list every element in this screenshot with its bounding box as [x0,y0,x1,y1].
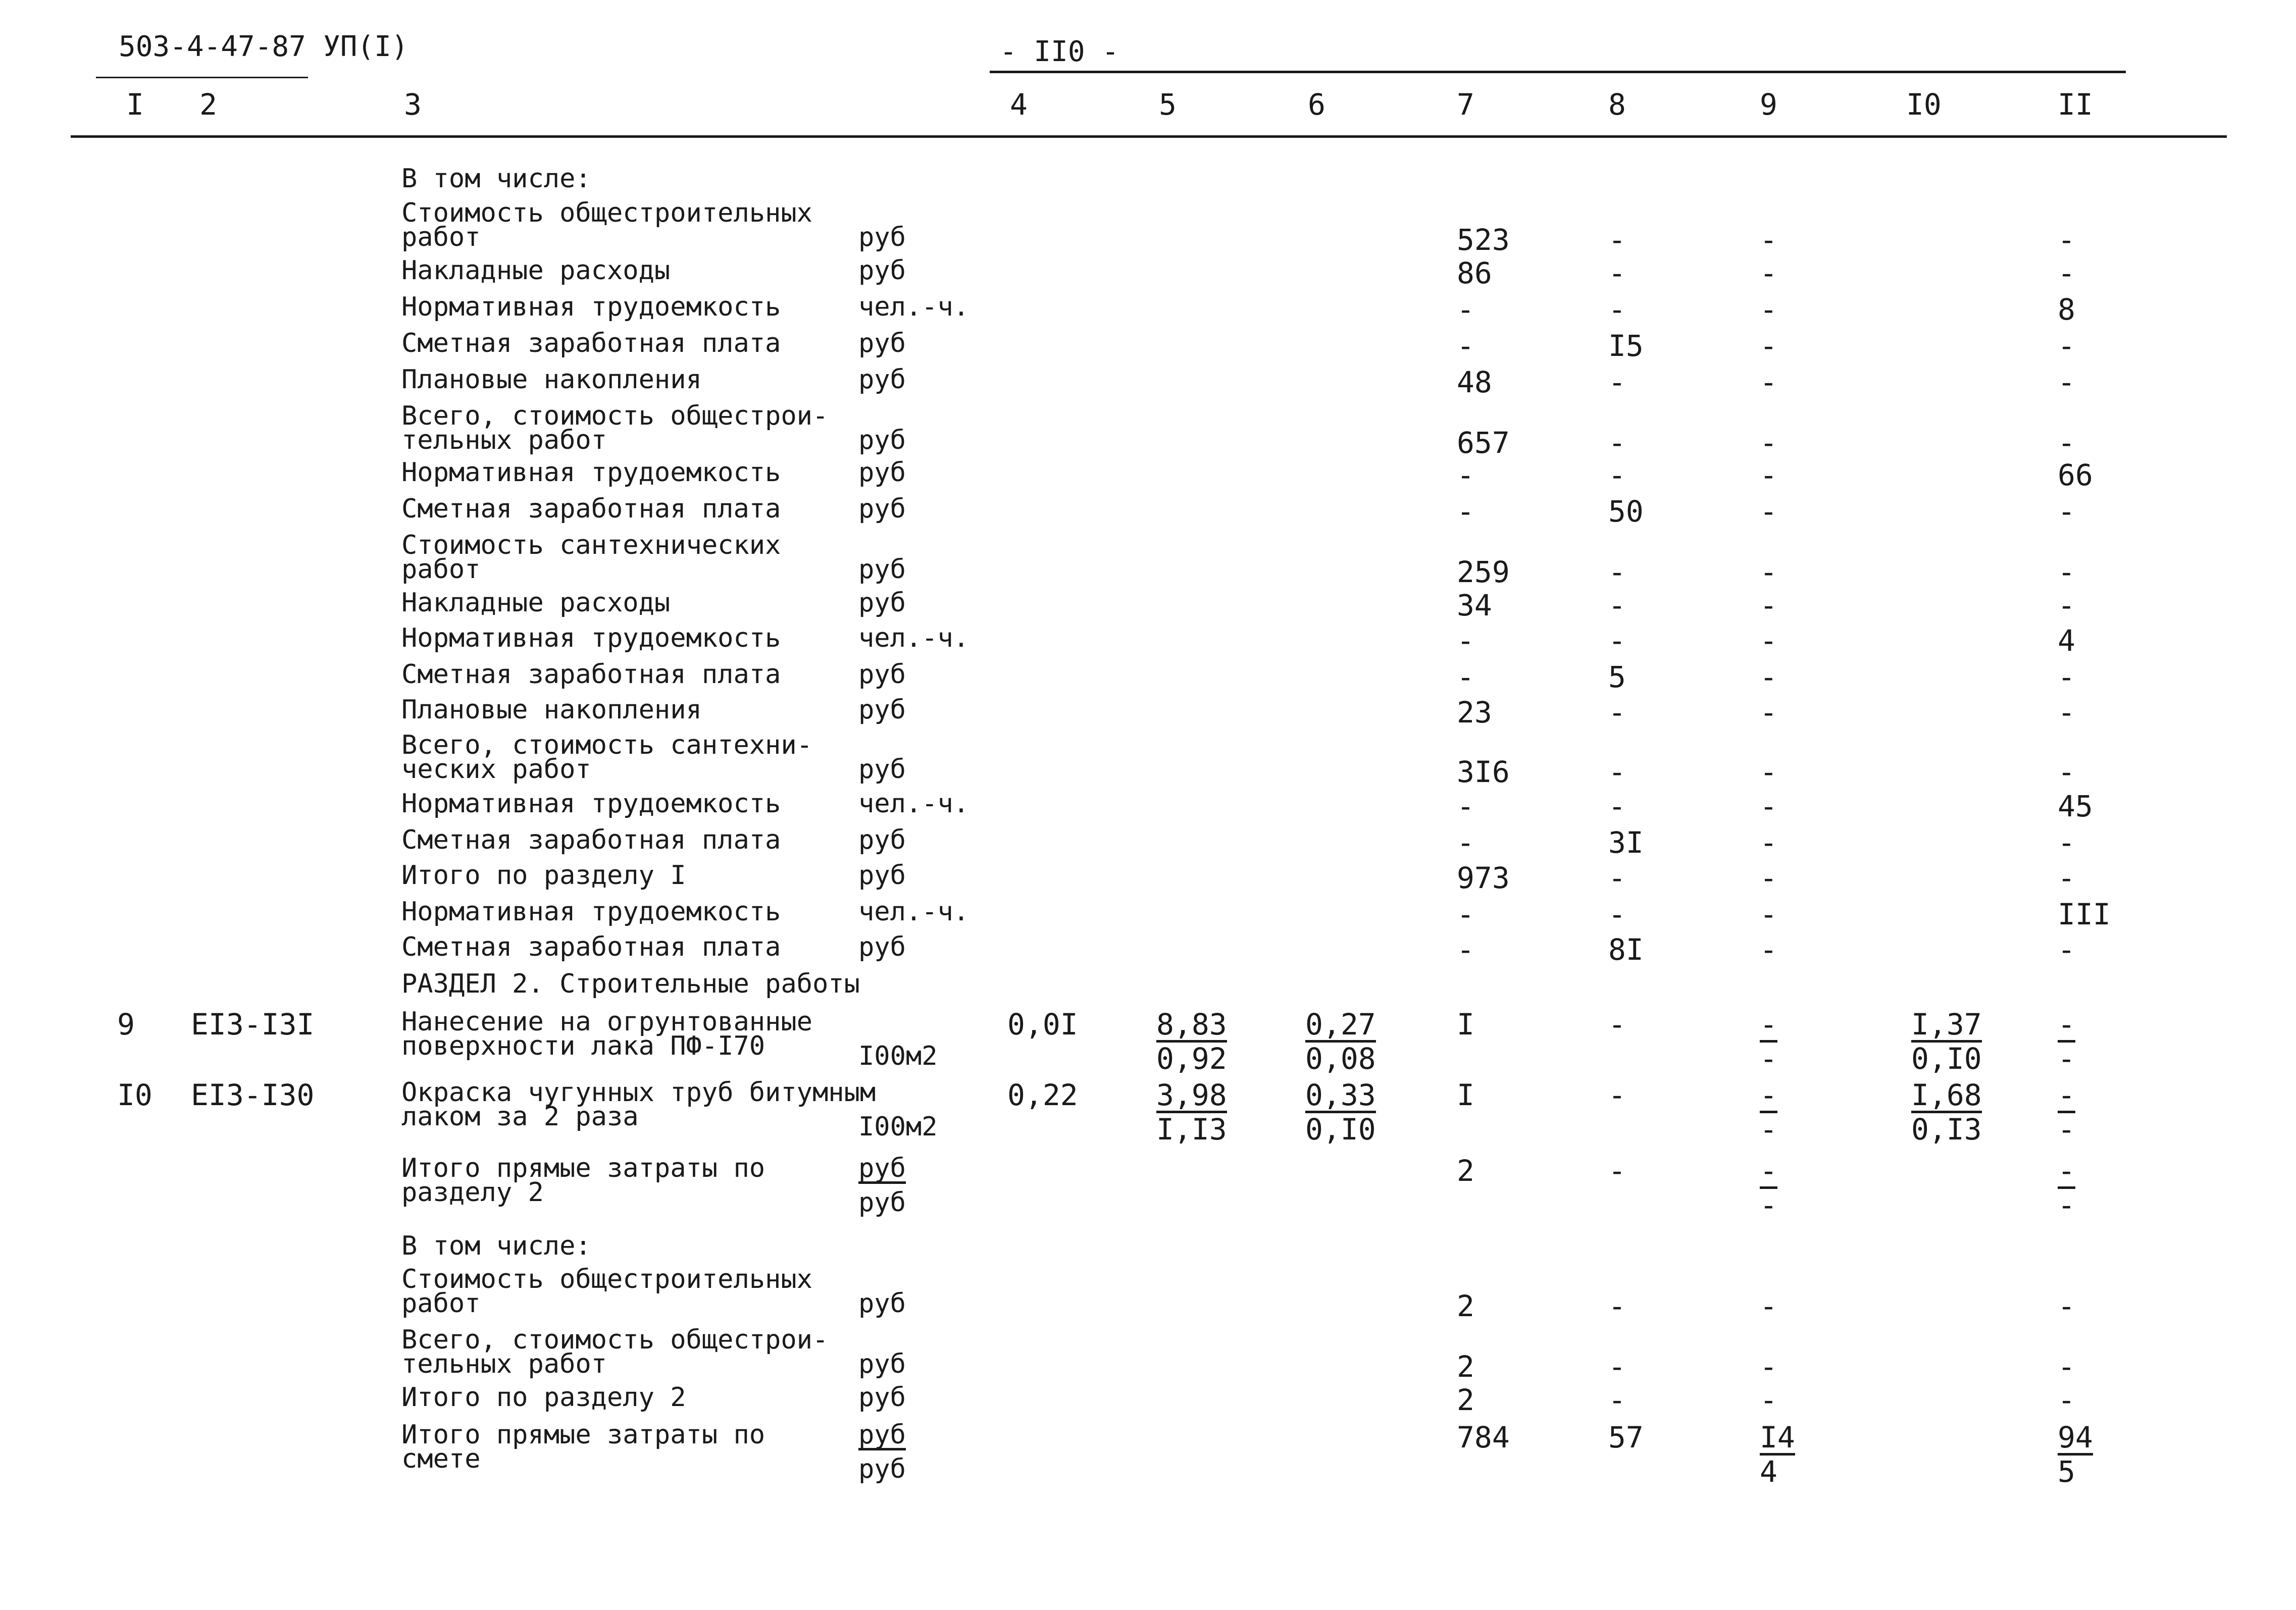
unit-label: чел.-ч. [858,623,970,653]
row-label: Нормативная трудоемкость [401,623,781,653]
cell-col-11-lower: - [2058,1042,2075,1076]
cell-col-11-lower: - [2058,1188,2075,1222]
row-label: Нормативная трудоемкость [401,789,781,819]
cell-col-7: 86 [1457,256,1492,290]
cell-col-7: - [1457,458,1474,492]
row-label: Накладные расходы [401,255,671,286]
cell-col-8: 5 [1608,660,1626,694]
header-top-rule [990,71,2126,73]
cell-col-7: 2 [1457,1289,1474,1323]
row-number: I0 [117,1078,152,1112]
cell-col-9: - [1760,223,1777,257]
unit-label: руб [858,494,906,524]
cell-col-9-lower: - [1760,1188,1777,1222]
row-label: Нанесение на огрунтованные поверхности лака ПФ-I70 [401,1007,812,1061]
cell-col-11: - [2058,426,2075,460]
cell-col-9: - [1760,695,1777,730]
cell-col-9: - [1760,426,1777,460]
unit-label: руб [858,222,906,252]
column-number-1: I [126,87,144,122]
column-number-11: II [2058,87,2093,122]
cell-col-9: - [1760,1007,1777,1042]
unit-label: руб [858,1349,906,1379]
cell-col-8: 57 [1608,1420,1644,1455]
row-number: 9 [117,1007,135,1042]
cell-col-11: - [2058,1078,2075,1112]
unit-label: чел.-ч. [858,789,970,819]
cell-col-9-lower: 4 [1760,1455,1777,1489]
unit-label: руб [858,457,906,488]
cell-col-10: I,68 [1911,1078,1982,1112]
unit-label: I00м2 [858,1112,938,1142]
cell-col-7: 2 [1457,1154,1474,1188]
cell-col-6-lower: 0,I0 [1305,1112,1376,1147]
unit-label: руб [858,825,906,855]
row-label: Стоимость сантехнических работ [401,530,781,585]
cell-col-11: - [2058,329,2075,363]
cell-col-5-lower: I,I3 [1156,1112,1227,1147]
cell-col-7: - [1457,329,1474,363]
unit-label: чел.-ч. [858,292,970,322]
cell-col-7: 23 [1457,695,1492,730]
column-number-3: 3 [404,87,422,122]
cell-col-8: - [1608,588,1626,622]
cell-col-11: - [2058,825,2075,860]
cell-col-4: 0,0I [1007,1007,1078,1042]
cell-col-7: - [1457,494,1474,529]
row-label: Накладные расходы [401,588,671,618]
cell-col-8: - [1608,1349,1626,1384]
cell-col-7: 259 [1457,555,1510,589]
cell-col-10-lower: 0,I0 [1911,1042,1982,1076]
cell-col-8: - [1608,365,1626,399]
unit-label: руб [858,1153,906,1183]
row-label: Сметная заработная плата [401,825,781,855]
cell-col-8: - [1608,897,1626,931]
cell-col-9: - [1760,789,1777,823]
cell-col-9: - [1760,494,1777,529]
column-number-9: 9 [1760,87,1777,122]
row-label: Нормативная трудоемкость [401,292,781,322]
cell-col-11: - [2058,223,2075,257]
unit-label: руб [858,1288,906,1319]
cell-col-11: - [2058,695,2075,730]
unit-label: руб [858,1382,906,1413]
cell-col-9: - [1760,555,1777,589]
cell-col-11: - [2058,1349,2075,1384]
row-label: Плановые накопления [401,365,702,395]
cell-col-9: - [1760,861,1777,895]
cell-col-5-lower: 0,92 [1156,1042,1227,1076]
cell-col-8: 50 [1608,494,1644,529]
cell-col-7: 2 [1457,1349,1474,1384]
cell-col-7: - [1457,660,1474,694]
header-bottom-rule [71,135,2227,138]
cell-col-8: - [1608,426,1626,460]
cell-col-9: - [1760,292,1777,327]
cell-col-5: 3,98 [1156,1078,1227,1112]
cell-col-7: - [1457,932,1474,967]
norm-code: EI3-I30 [191,1078,315,1112]
cell-col-11: - [2058,1383,2075,1417]
cell-col-9-lower: - [1760,1042,1777,1076]
unit-label: руб [858,365,906,395]
cell-col-11-lower: - [2058,1112,2075,1147]
cell-col-7: 2 [1457,1383,1474,1417]
row-label: Нормативная трудоемкость [401,457,781,488]
cell-col-8: - [1608,1383,1626,1417]
unit-label: I00м2 [858,1041,938,1071]
unit-label: руб [858,860,906,891]
unit-label: руб [858,425,906,455]
cell-col-11: - [2058,861,2075,895]
cell-col-9-lower: - [1760,1112,1777,1147]
cell-col-8: - [1608,1154,1626,1188]
cell-col-7: I [1457,1007,1474,1042]
cell-col-9: - [1760,932,1777,967]
cell-col-7: 48 [1457,365,1492,399]
row-label: Всего, стоимость общестрои- тельных работ [401,401,829,455]
cell-col-11: - [2058,1007,2075,1042]
row-label: Итого по разделу 2 [401,1382,686,1413]
cell-col-8: I5 [1608,329,1644,363]
cell-col-11: - [2058,365,2075,399]
cell-col-11: III [2058,897,2111,931]
cell-col-7: - [1457,825,1474,860]
cell-col-9: - [1760,458,1777,492]
row-label: Стоимость общестроительных работ [401,198,812,252]
unit-label: руб [858,255,906,286]
cell-col-8: - [1608,223,1626,257]
column-number-10: I0 [1906,87,1942,122]
document-code: 503-4-47-87 [119,30,306,63]
cell-col-11: - [2058,932,2075,967]
row-label: Итого прямые затраты по разделу 2 [401,1153,766,1208]
unit-label: руб [858,1420,906,1450]
cell-col-9: - [1760,1349,1777,1384]
cell-col-7: 784 [1457,1420,1510,1455]
cell-col-11-lower: 5 [2058,1455,2075,1489]
cell-col-9: - [1760,897,1777,931]
row-label: Всего, стоимость общестрои- тельных работ [401,1325,829,1379]
unit-label: чел.-ч. [858,897,970,927]
row-label: Сметная заработная плата [401,659,781,690]
column-number-7: 7 [1457,87,1474,122]
cell-col-9: - [1760,755,1777,789]
cell-col-8: - [1608,695,1626,730]
unit-label: руб [858,588,906,618]
cell-col-9: - [1760,1154,1777,1188]
cell-col-11: - [2058,660,2075,694]
cell-col-6-lower: 0,08 [1305,1042,1376,1076]
cell-col-8: - [1608,555,1626,589]
cell-col-11: - [2058,588,2075,622]
cell-col-11: - [2058,1154,2075,1188]
page-number: - II0 - [1000,35,1119,68]
unit-label-lower: руб [858,1187,906,1218]
column-number-2: 2 [199,87,217,122]
cell-col-4: 0,22 [1007,1078,1078,1112]
column-number-4: 4 [1010,87,1028,122]
header-top-rule-left [96,77,308,78]
column-number-6: 6 [1308,87,1325,122]
row-label: Всего, стоимость сантехни- ческих работ [401,730,812,785]
row-label: Нормативная трудоемкость [401,897,781,927]
cell-col-9: - [1760,624,1777,658]
cell-col-11: - [2058,555,2075,589]
row-label: Сметная заработная плата [401,494,781,524]
cell-col-11: - [2058,256,2075,290]
norm-code: EI3-I3I [191,1007,315,1042]
cell-col-9: - [1760,365,1777,399]
cell-col-7: - [1457,897,1474,931]
cell-col-8: 8I [1608,932,1644,967]
cell-col-9: I4 [1760,1420,1795,1455]
cell-col-7: 657 [1457,426,1510,460]
cell-col-9: - [1760,660,1777,694]
unit-label: руб [858,754,906,785]
cell-col-8: - [1608,1007,1626,1042]
cell-col-7: - [1457,624,1474,658]
unit-label: руб [858,659,906,690]
cell-col-8: - [1608,292,1626,327]
cell-col-11: 45 [2058,789,2093,823]
cell-col-11: - [2058,755,2075,789]
unit-label-lower: руб [858,1454,906,1484]
cell-col-9: - [1760,1289,1777,1323]
cell-col-5: 8,83 [1156,1007,1227,1042]
cell-col-6: 0,33 [1305,1078,1376,1112]
cell-col-8: - [1608,256,1626,290]
row-label: Стоимость общестроительных работ [401,1264,812,1319]
column-number-8: 8 [1608,87,1626,122]
unit-label: руб [858,554,906,585]
cell-col-11: - [2058,1289,2075,1323]
cell-col-8: - [1608,1078,1626,1112]
cell-col-8: - [1608,1289,1626,1323]
row-label: В том числе: [401,164,591,194]
cell-col-11: 94 [2058,1420,2093,1455]
row-label: РАЗДЕЛ 2. Строительные работы [401,969,860,999]
unit-label: руб [858,695,906,725]
cell-col-7: - [1457,292,1474,327]
unit-label: руб [858,932,906,962]
album-code: УП(I) [323,30,409,63]
cell-col-11: 66 [2058,458,2093,492]
cell-col-9: - [1760,1383,1777,1417]
cell-col-8: - [1608,861,1626,895]
row-label: Сметная заработная плата [401,932,781,962]
cell-col-7: 34 [1457,588,1492,622]
cell-col-9: - [1760,329,1777,363]
cell-col-11: - [2058,494,2075,529]
cell-col-10-lower: 0,I3 [1911,1112,1982,1147]
unit-label: руб [858,328,906,358]
cell-col-6: 0,27 [1305,1007,1376,1042]
cell-col-7: 973 [1457,861,1510,895]
cell-col-9: - [1760,256,1777,290]
cell-col-7: I [1457,1078,1474,1112]
column-number-5: 5 [1159,87,1177,122]
row-label: Итого по разделу I [401,860,686,891]
cell-col-8: - [1608,755,1626,789]
cell-col-11: 4 [2058,624,2075,658]
row-label: Сметная заработная плата [401,328,781,358]
cell-col-8: - [1608,789,1626,823]
cell-col-7: - [1457,789,1474,823]
cell-col-8: - [1608,458,1626,492]
cell-col-9: - [1760,588,1777,622]
cell-col-7: 3I6 [1457,755,1510,789]
cell-col-8: 3I [1608,825,1644,860]
row-label: Итого прямые затраты по смете [401,1420,766,1474]
cell-col-9: - [1760,825,1777,860]
row-label: Окраска чугунных труб битумным лаком за 2 раза [401,1077,876,1132]
cell-col-8: - [1608,624,1626,658]
cell-col-7: 523 [1457,223,1510,257]
cell-col-10: I,37 [1911,1007,1982,1042]
cell-col-11: 8 [2058,292,2075,327]
cell-col-9: - [1760,1078,1777,1112]
row-label: В том числе: [401,1231,591,1261]
row-label: Плановые накопления [401,695,702,725]
